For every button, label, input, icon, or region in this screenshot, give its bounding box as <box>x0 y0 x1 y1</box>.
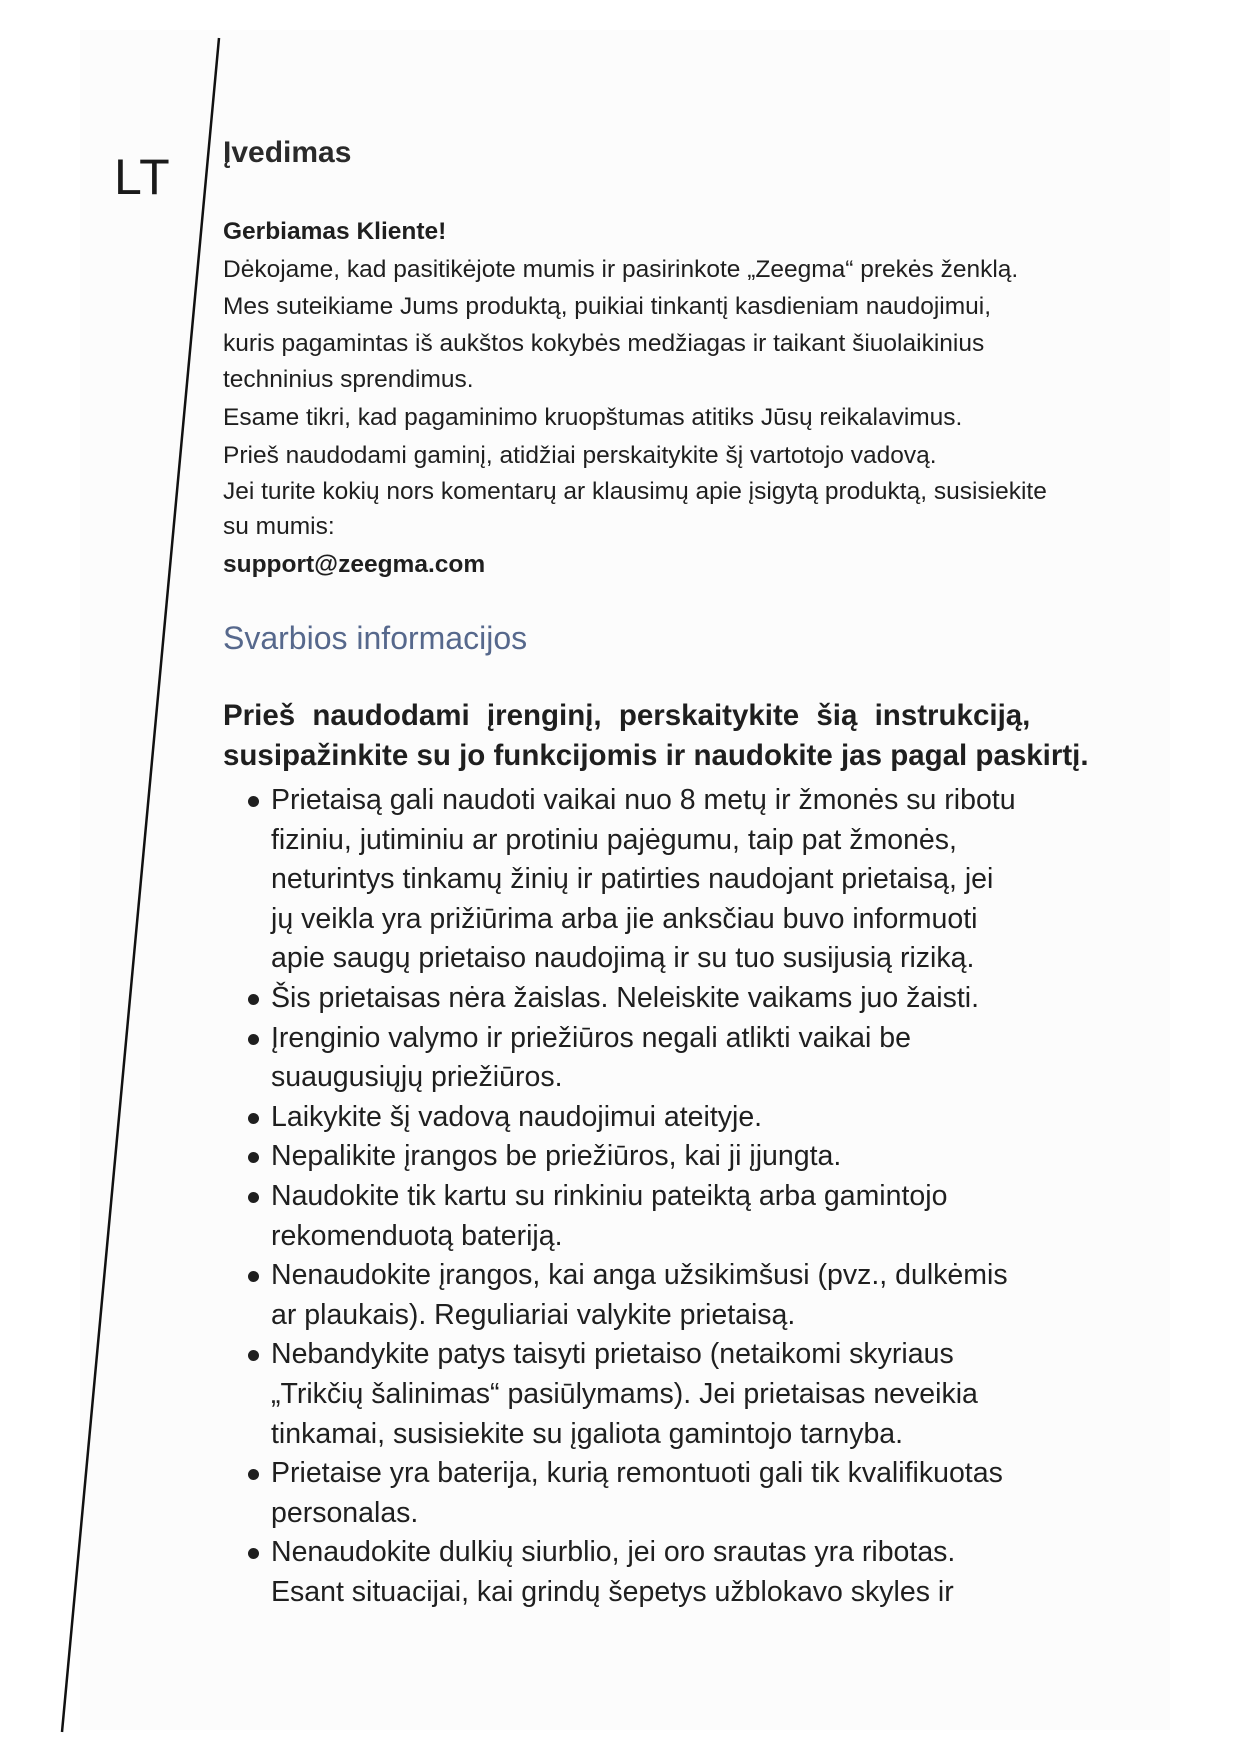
list-item-line: Įrenginio valymo ir priežiūros negali atlikti vaikai be <box>271 1021 911 1054</box>
list-item-line: Nenaudokite įrangos, kai anga užsikimšusi (pvz., dulkėmis <box>271 1259 1008 1292</box>
list-item-line: Laikykite šį vadovą naudojimui ateityje. <box>271 1100 763 1133</box>
bullet-icon <box>248 1192 259 1203</box>
document-content <box>223 0 1153 1754</box>
intro-line: su mumis: <box>223 513 335 540</box>
bullet-icon <box>248 1152 259 1163</box>
lead-line: Prieš naudodami įrenginį, perskaitykite šią instrukciją, <box>223 699 1031 732</box>
bullet-icon <box>248 1271 259 1282</box>
bullet-icon <box>248 1350 259 1361</box>
important-title: Svarbios informacijos <box>223 620 528 656</box>
intro-line: Dėkojame, kad pasitikėjote mumis ir pasirinkote „Zeegma“ prekės ženklą. <box>223 256 1019 283</box>
list-item-line: Šis prietaisas nėra žaislas. Neleiskite vaikams juo žaisti. <box>271 982 980 1014</box>
list-item-line: rekomenduotą bateriją. <box>271 1219 563 1252</box>
list-item-line: fiziniu, jutiminiu ar protiniu pajėgumu, taip pat žmonės, <box>271 823 957 856</box>
list-item-line: jų veikla yra prižiūrima arba jie anksčiau buvo informuoti <box>271 902 978 935</box>
list-item-line: suaugusiųjų priežiūros. <box>271 1061 563 1094</box>
intro-line: techninius sprendimus. <box>223 366 474 393</box>
language-label: LT <box>114 149 171 205</box>
list-item-line: personalas. <box>271 1496 419 1529</box>
intro-line: kuris pagamintas iš aukštos kokybės medžiagas ir taikant šiuolaikinius <box>223 330 985 357</box>
list-item-line: neturintys tinkamų žinių ir patirties naudojant prietaisą, jei <box>271 863 994 896</box>
intro-line: Prieš naudodami gaminį, atidžiai perskaitykite šį vartotojo vadovą. <box>223 442 937 469</box>
list-item-line: Prietaisą gali naudoti vaikai nuo 8 metų ir žmonės su ribotu <box>271 784 1016 816</box>
list-item-line: Nepalikite įrangos be priežiūros, kai ji įjungta. <box>271 1140 842 1173</box>
list-item-line: „Trikčių šalinimas“ pasiūlymams). Jei prietaisas neveikia <box>271 1378 978 1410</box>
list-item-line: ar plaukais). Reguliariai valykite prietaisą. <box>271 1298 796 1331</box>
intro-line: Esame tikri, kad pagaminimo kruopštumas atitiks Jūsų reikalavimus. <box>223 404 963 431</box>
bullet-icon <box>248 994 259 1005</box>
lead-line: susipažinkite su jo funkcijomis ir naudokite jas pagal paskirtį. <box>223 739 1089 772</box>
bullet-icon <box>248 1469 259 1480</box>
intro-title: Įvedimas <box>223 136 352 169</box>
list-item-line: Naudokite tik kartu su rinkiniu pateiktą arba gamintojo <box>271 1180 948 1212</box>
greeting: Gerbiamas Kliente! <box>223 218 447 245</box>
list-item-line: Nebandykite patys taisyti prietaiso (netaikomi skyriaus <box>271 1338 954 1371</box>
intro-line: Mes suteikiame Jums produktą, puikiai tinkantį kasdieniam naudojimui, <box>223 293 992 320</box>
list-item-line: Esant situacijai, kai grindų šepetys užblokavo skyles ir <box>271 1576 954 1608</box>
intro-line: Jei turite kokių nors komentarų ar klausimų apie įsigytą produktą, susisiekite <box>223 478 1047 505</box>
list-item-line: Prietaise yra baterija, kurią remontuoti gali tik kvalifikuotas <box>271 1457 1003 1490</box>
bullet-icon <box>248 1548 259 1559</box>
list-item-line: Nenaudokite dulkių siurblio, jei oro srautas yra ribotas. <box>271 1536 956 1569</box>
support-email[interactable]: support@zeegma.com <box>223 551 486 578</box>
list-item-line: tinkamai, susisiekite su įgaliota gamintojo tarnyba. <box>271 1417 904 1450</box>
list-item-line: apie saugų prietaiso naudojimą ir su tuo susijusią riziką. <box>271 942 975 975</box>
bullet-icon <box>248 796 259 807</box>
bullet-icon <box>248 1113 259 1124</box>
bullet-icon <box>248 1034 259 1045</box>
